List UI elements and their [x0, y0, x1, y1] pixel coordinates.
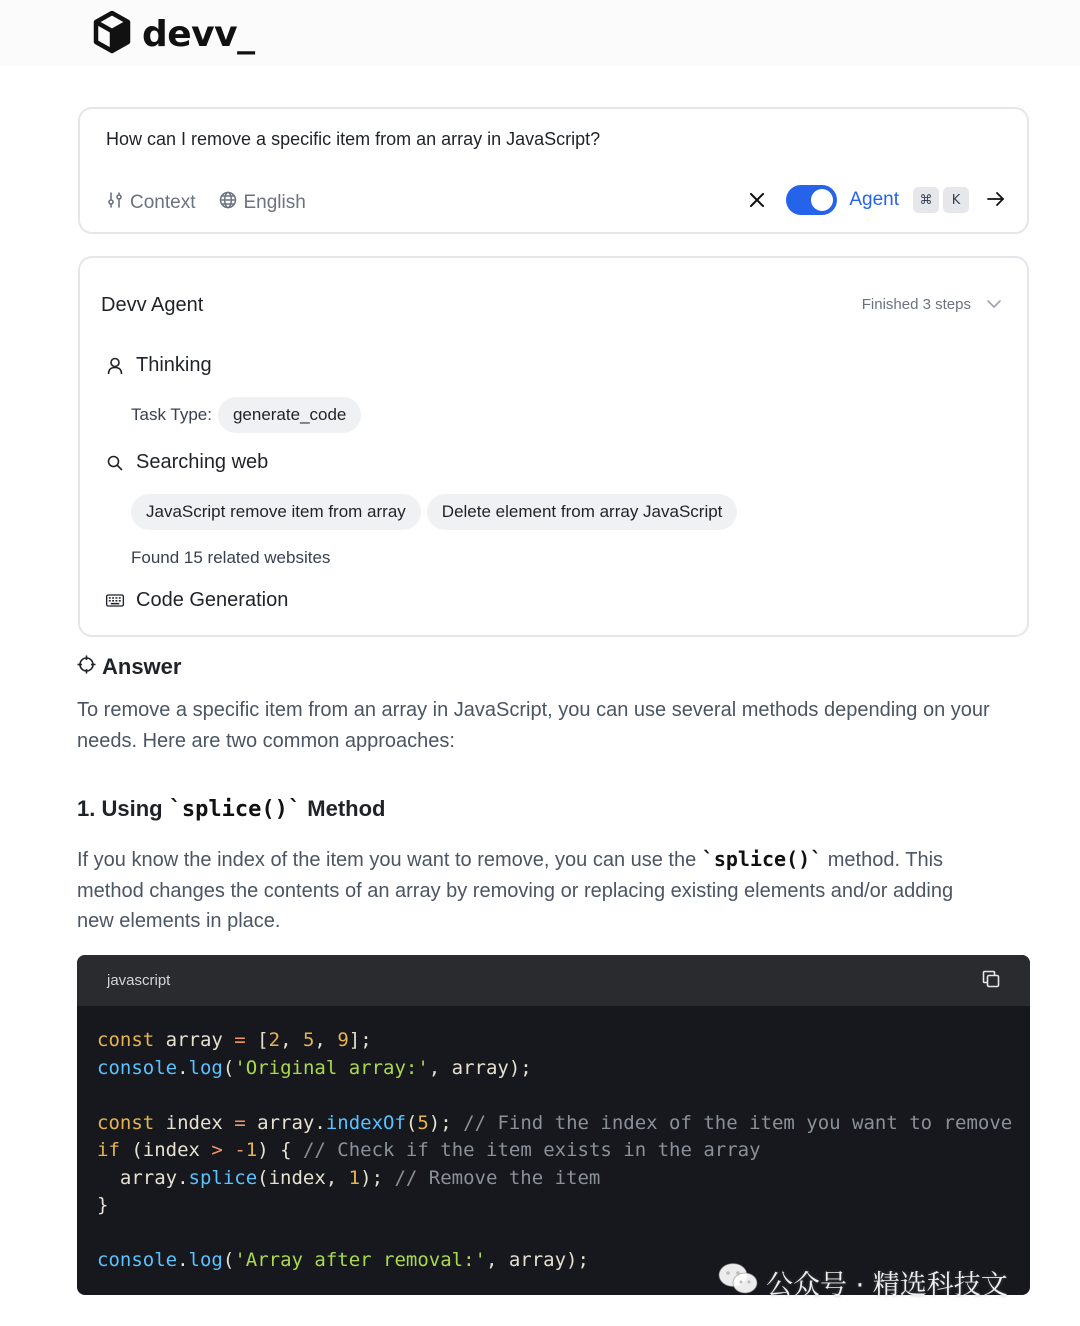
brand-name: devv_	[142, 14, 255, 55]
submit-arrow-icon[interactable]	[987, 189, 1005, 212]
code-token: , array);	[485, 1249, 589, 1271]
query-box[interactable]	[78, 107, 1029, 234]
code-token: [	[245, 1029, 269, 1051]
shortcut-key-cmd: ⌘	[913, 187, 939, 213]
code-header	[77, 955, 1030, 1006]
crosshair-icon	[77, 654, 96, 680]
description-line: method changes the contents of an array by removing or replacing existing elements and/or adding	[77, 879, 954, 902]
code-line	[97, 1027, 1010, 1055]
code-token: >	[211, 1139, 223, 1161]
section-description	[77, 844, 1037, 937]
search-query-chip[interactable]: Delete element from array JavaScript	[427, 494, 738, 530]
code-token: 2	[268, 1029, 281, 1051]
code-token: const	[97, 1111, 155, 1134]
code-token: , array);	[428, 1056, 532, 1079]
section-heading-suffix: Method	[301, 796, 386, 821]
code-token: =	[234, 1029, 246, 1051]
code-token: );	[428, 1111, 464, 1134]
code-token: (	[222, 1056, 235, 1079]
code-token: array.	[245, 1111, 326, 1134]
code-token: console	[97, 1249, 178, 1271]
description-line	[77, 844, 1037, 876]
context-label: Context	[130, 192, 196, 213]
sliders-icon	[106, 191, 124, 215]
code-token: index	[154, 1111, 235, 1134]
code-token: // Find the index of the item you want to remove	[463, 1111, 1013, 1134]
agent-status-toggle[interactable]	[862, 296, 1001, 313]
answer-heading-text: Answer	[102, 654, 182, 679]
user-icon	[106, 357, 124, 375]
search-queries	[131, 494, 737, 530]
code-token: 'Array after removal:'	[234, 1249, 486, 1271]
found-websites-text: Found 15 related websites	[131, 548, 331, 567]
answer-intro	[77, 695, 1037, 756]
code-token: (index	[119, 1139, 212, 1161]
code-token: ) {	[257, 1139, 303, 1161]
code-line	[97, 1220, 1010, 1248]
task-type-row	[131, 397, 361, 433]
agent-title: Devv Agent	[101, 294, 204, 316]
code-token: 5	[417, 1111, 429, 1134]
code-token: .	[177, 1249, 189, 1271]
code-token: 'Original array:'	[234, 1056, 429, 1079]
answer-intro-line: needs. Here are two common approaches:	[77, 729, 455, 752]
code-token: 5	[302, 1029, 315, 1051]
code-token: 1	[348, 1166, 361, 1189]
code-token: log	[188, 1056, 223, 1079]
description-text: method. This	[822, 849, 944, 871]
step-label: Thinking	[136, 354, 212, 376]
code-line	[97, 1082, 1010, 1110]
code-token: log	[188, 1249, 223, 1271]
code-line	[97, 1165, 1010, 1193]
query-actions	[750, 185, 1005, 215]
code-token: }	[97, 1194, 109, 1216]
agent-toggle[interactable]	[786, 185, 837, 215]
code-token: splice	[188, 1166, 258, 1189]
section-heading-code: `splice()`	[168, 797, 302, 822]
code-token: 1	[245, 1139, 258, 1161]
code-token: ,	[314, 1029, 338, 1051]
keyboard-icon	[106, 594, 124, 607]
step-code-generation	[106, 589, 288, 612]
code-block	[77, 955, 1030, 1295]
code-token: if	[97, 1139, 120, 1161]
brand-logo[interactable]	[92, 10, 255, 59]
top-bar	[0, 0, 1080, 66]
watermark	[718, 1262, 1008, 1303]
code-line	[97, 1192, 1010, 1220]
code-token: (	[405, 1111, 418, 1134]
search-icon	[106, 455, 124, 471]
code-token: -	[234, 1139, 246, 1161]
agent-panel	[78, 256, 1029, 637]
code-token: ,	[280, 1029, 303, 1051]
code-token: // Check if the item exists in the array	[302, 1139, 761, 1161]
query-options	[106, 191, 306, 215]
section-heading	[77, 796, 385, 822]
code-token: array	[154, 1029, 235, 1051]
section-heading-prefix: 1. Using	[77, 796, 169, 821]
copy-icon[interactable]	[982, 970, 1000, 993]
step-label: Code Generation	[136, 589, 289, 611]
clear-icon[interactable]	[750, 189, 764, 211]
inline-code: `splice()`	[701, 847, 823, 871]
step-thinking	[106, 354, 212, 377]
search-query-chip[interactable]: JavaScript remove item from array	[131, 494, 421, 530]
code-token: array.	[97, 1166, 189, 1189]
answer-heading	[77, 654, 181, 680]
wechat-icon	[718, 1262, 758, 1303]
code-line	[97, 1055, 1010, 1083]
watermark-text: 公众号 · 精选科技文	[766, 1270, 1008, 1301]
code-token: const	[97, 1029, 155, 1051]
code-token: );	[360, 1166, 395, 1189]
code-token: =	[234, 1111, 246, 1134]
language-button[interactable]	[219, 191, 305, 215]
code-line	[97, 1137, 1010, 1165]
code-body	[77, 1006, 1030, 1275]
cube-logo-icon	[92, 10, 132, 59]
step-label: Searching web	[136, 451, 269, 473]
code-token: // Remove the item	[394, 1166, 601, 1189]
agent-status-text: Finished 3 steps	[861, 296, 971, 313]
code-token	[223, 1139, 234, 1161]
code-line	[97, 1110, 1013, 1138]
code-token: (	[222, 1249, 235, 1271]
context-button[interactable]	[106, 191, 195, 215]
code-token: ];	[348, 1029, 372, 1051]
task-type-chip: generate_code	[218, 397, 361, 433]
code-language: javascript	[107, 972, 171, 989]
code-token: console	[97, 1056, 178, 1079]
code-token: .	[177, 1056, 189, 1079]
shortcut-key-k: K	[943, 187, 969, 213]
code-token: 9	[337, 1029, 349, 1051]
description-text: If you know the index of the item you want to remove, you can use the	[77, 849, 702, 871]
step-searching	[106, 451, 268, 474]
answer-intro-line: To remove a specific item from an array in JavaScript, you can use several methods depending on your	[77, 699, 990, 721]
language-label: English	[243, 192, 306, 213]
toggle-knob	[811, 189, 833, 211]
code-token: (index,	[257, 1166, 349, 1189]
description-line: new elements in place.	[77, 910, 281, 932]
code-token: indexOf	[325, 1111, 406, 1134]
query-input[interactable]: How can I remove a specific item from an array in JavaScript?	[106, 129, 601, 149]
task-type-label: Task Type:	[131, 405, 212, 424]
chevron-down-icon	[987, 296, 1001, 313]
globe-icon	[219, 191, 237, 215]
agent-label[interactable]: Agent	[849, 189, 899, 210]
